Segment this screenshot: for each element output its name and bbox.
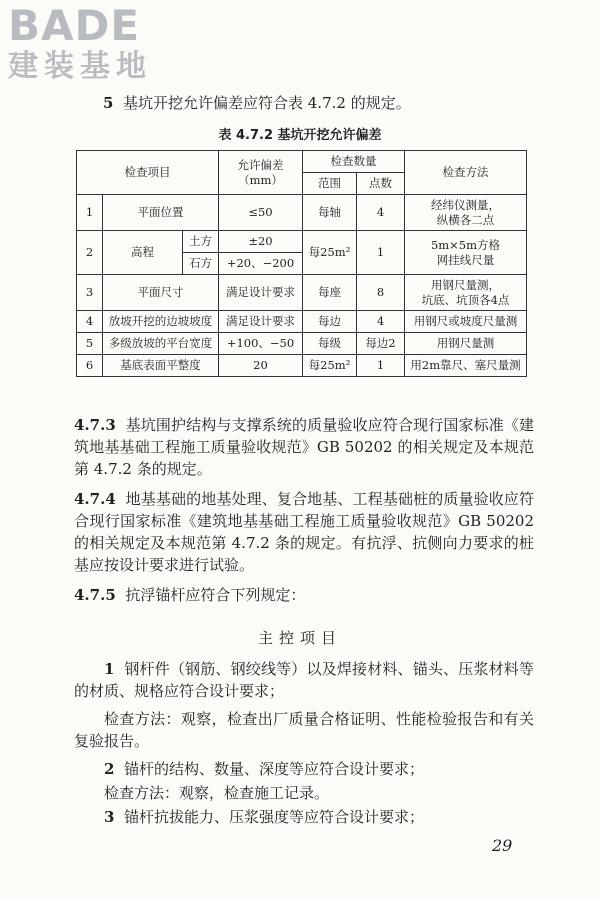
cell-range: 每边 [303,311,357,333]
cell-range: 每轴 [303,195,357,231]
cell-no: 4 [77,311,103,333]
cell-points: 每边2 [357,333,405,355]
table-caption: 表 4.7.2 基坑开挖允许偏差 [218,128,382,143]
logo [8,1,188,84]
cell-item: 平面尺寸 [103,275,219,311]
header-points: 点数 [357,173,405,195]
cell-method: 用2m靠尺、塞尺量测 [405,355,527,377]
cell-subitem: 石方 [183,253,219,275]
table-row [77,311,527,333]
cell-points: 4 [357,311,405,333]
intro-number: 5 [103,94,114,112]
item-number: 3 [104,808,115,826]
item-text: 锚杆抗拔能力、压浆强度等应符合设计要求； [123,808,424,826]
item-2 [74,758,534,780]
cell-method: 用钢尺量测 [405,333,527,355]
cell-no: 3 [77,275,103,311]
item-2-check [74,782,534,804]
cell-tolerance: 20 [219,355,303,377]
clause-4-7-3 [74,414,534,480]
cell-range: 每25m² [303,231,357,275]
item-text: 检查方法：观察，检查出厂质量合格证明、性能检验报告和有关复验报告。 [74,710,534,750]
cell-points: 4 [357,195,405,231]
clause-text: 抗浮锚杆应符合下列规定： [125,586,306,604]
cell-item: 多级放坡的平台宽度 [103,333,219,355]
cell-method: 用钢尺或坡度尺量测 [405,311,527,333]
cell-no: 6 [77,355,103,377]
cell-points: 1 [357,355,405,377]
header-method: 检查方法 [405,151,527,195]
table-row [77,231,527,253]
table-row [77,355,527,377]
intro-text: 基坑开挖允许偏差应符合表 4.7.2 的规定。 [122,94,411,112]
clause-text: 地基基础的地基处理、复合地基、工程基础桩的质量验收应符合现行国家标准《建筑地基基础工程施工质量验收规范》GB 50202 的相关规定及本规范第 4.7.2 条的规定。有抗浮、抗侧向力要求的桩基应按设计要求进行试验。 [74,490,534,574]
cell-points: 8 [357,275,405,311]
tolerance-table [76,150,527,377]
table-row [77,275,527,311]
clause-number: 4.7.3 [74,416,116,434]
clause-number: 4.7.4 [74,490,116,508]
cell-range: 每25m² [303,355,357,377]
cell-item: 放坡开挖的边坡坡度 [103,311,219,333]
cell-item: 高程 [103,231,183,275]
cell-range: 每座 [303,275,357,311]
cell-method: 用钢尺量测， 坑底、坑顶各4点 [405,275,527,311]
cell-no: 1 [77,195,103,231]
cell-no: 2 [77,231,103,275]
page-number: 29 [492,836,513,855]
cell-tolerance: 满足设计要求 [219,275,303,311]
item-text: 锚杆的结构、数量、深度等应符合设计要求； [123,760,424,778]
clause-number: 4.7.5 [74,586,116,604]
header-quantity: 检查数量 [303,151,405,173]
logo-tagline: 建装基地 [8,49,152,84]
clause-text: 基坑围护结构与支撑系统的质量验收应符合现行国家标准《建筑地基基础工程施工质量验收规范》GB 50202 的相关规定及本规范第 4.7.2 条的规定。 [74,416,534,478]
logo-brand: BADE [8,1,141,50]
section-heading: 主控项目 [257,629,342,647]
cell-subitem: 土方 [183,231,219,253]
item-text: 钢杆件（钢筋、钢绞线等）以及焊接材料、锚头、压浆材料等的材质、规格应符合设计要求； [74,660,534,700]
cell-tolerance: ≤50 [219,195,303,231]
cell-item: 平面位置 [103,195,219,231]
cell-method: 经纬仪测量， 纵横各二点 [405,195,527,231]
item-1 [74,658,534,702]
cell-no: 5 [77,333,103,355]
table-row [77,333,527,355]
intro-line [103,92,411,114]
cell-tolerance: +100、−50 [219,333,303,355]
table-row [77,195,527,231]
item-number: 1 [104,660,115,678]
cell-tolerance: 满足设计要求 [219,311,303,333]
clause-4-7-5 [74,584,534,606]
cell-item: 基底表面平整度 [103,355,219,377]
cell-points: 1 [357,231,405,275]
cell-method: 5m×5m方格 网挂线尺量 [405,231,527,275]
cell-tolerance: +20、−200 [219,253,303,275]
cell-tolerance: ±20 [219,231,303,253]
item-3 [74,806,534,828]
item-number: 2 [104,760,115,778]
header-tolerance: 允许偏差 （mm） [219,151,303,195]
header-range: 范围 [303,173,357,195]
clause-4-7-4 [74,488,534,576]
cell-range: 每级 [303,333,357,355]
header-item: 检查项目 [77,151,219,195]
item-1-check [74,708,534,752]
item-text: 检查方法：观察，检查施工记录。 [104,784,330,802]
